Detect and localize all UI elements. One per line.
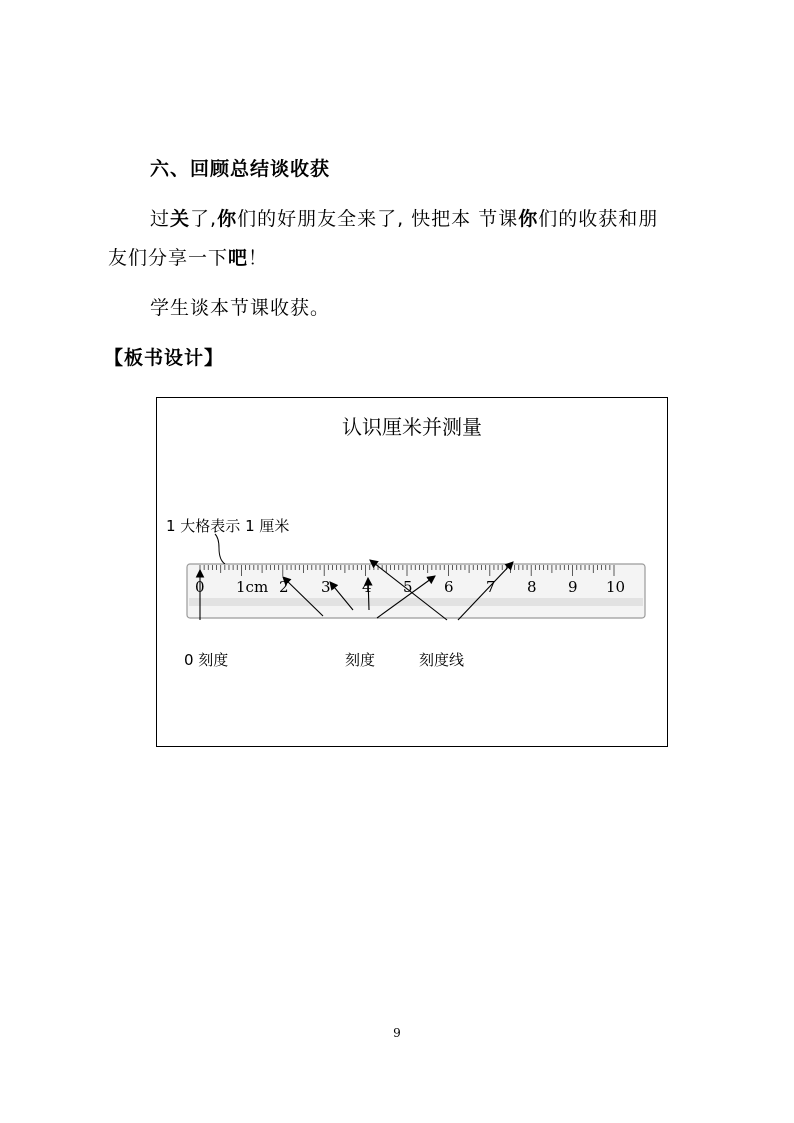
board-design-box <box>156 397 668 747</box>
ruler-shadow <box>189 598 643 606</box>
ruler-label: 2 <box>279 578 289 596</box>
label-scale: 刻度 <box>345 651 376 669</box>
label-zero-scale: 0 刻度 <box>184 651 229 669</box>
ruler-label: 1cm <box>236 578 269 596</box>
page-number: 9 <box>393 1026 401 1040</box>
paragraph-1-line-2 <box>108 243 268 270</box>
paragraph-2: 学生谈本节课收获。 <box>150 297 331 319</box>
p1-bold-text: 你 <box>518 208 539 230</box>
board-design-heading: 【板书设计】 <box>104 347 225 369</box>
ruler-label: 8 <box>527 578 537 596</box>
p1-text: ！ <box>248 247 269 269</box>
ruler-label: 6 <box>444 578 454 596</box>
ruler-note: 1 大格表示 1 厘米 <box>166 517 290 535</box>
board-title: 认识厘米并测量 <box>342 415 482 439</box>
p1-bold-text: 你 <box>217 208 238 230</box>
p1-text: 过 <box>150 208 171 230</box>
p1-text: 们的收获和朋 <box>538 208 659 230</box>
p1-text: 们的好朋友全来了, 快把本 节课 <box>237 208 519 230</box>
p1-text: 了, <box>190 208 218 230</box>
ruler-label: 7 <box>486 578 496 596</box>
p1-bold-text: 关 <box>170 208 191 230</box>
p1-text: 友们分享一下 <box>108 247 229 269</box>
section-heading: 六、回顾总结谈收获 <box>150 158 331 180</box>
ruler-label: 0 <box>195 578 205 596</box>
paragraph-1-line-1 <box>150 204 658 231</box>
ruler-label: 5 <box>403 578 413 596</box>
label-scale-line: 刻度线 <box>419 651 465 669</box>
ruler-label: 4 <box>362 578 372 596</box>
ruler-label: 9 <box>568 578 578 596</box>
brace-icon <box>215 534 225 564</box>
ruler-label: 10 <box>606 578 626 596</box>
ruler-label: 3 <box>321 578 331 596</box>
ruler-diagram <box>157 398 669 748</box>
p1-bold-text: 吧 <box>228 247 249 269</box>
